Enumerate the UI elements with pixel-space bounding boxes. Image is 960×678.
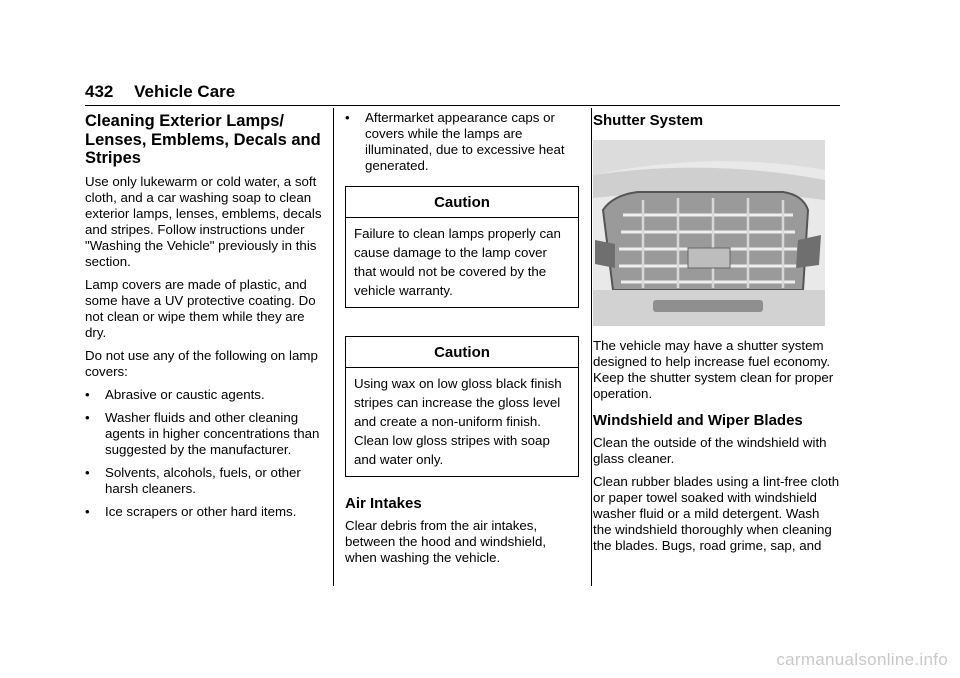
section-title: Vehicle Care — [134, 82, 236, 101]
bullet-icon: • — [345, 110, 350, 125]
caution-text: Failure to clean lamps properly can cause damage to the lamp cover that would not be covered by the vehicle warranty. — [354, 226, 561, 298]
list-item: • Aftermarket appearance caps or covers while the lamps are illuminated, due to excessive heat generated. — [345, 110, 565, 173]
paragraph: Do not use any of the following on lamp covers: — [85, 347, 318, 379]
caution-box — [345, 186, 579, 308]
heading-cleaning-lamps: Cleaning Exterior Lamps/ Lenses, Emblems, Decals and Stripes — [85, 112, 321, 167]
bullet-icon: • — [85, 503, 90, 519]
paragraph: Lamp covers are made of plastic, and some have a UV protective coating. Do not clean or wipe them while they are dry. — [85, 276, 316, 340]
page-number: 432 — [85, 82, 114, 101]
paragraph: Clean the outside of the windshield with glass cleaner. — [593, 435, 827, 466]
paragraph: Clear debris from the air intakes, between the hood and windshield, when washing the vehicle. — [345, 518, 547, 565]
bullet-icon: • — [85, 464, 90, 480]
column-divider — [333, 108, 334, 586]
heading-air-intakes: Air Intakes — [345, 495, 422, 512]
caution-text: Using wax on low gloss black finish stripes can increase the gloss level and create a non-uniform finish. Clean low gloss stripes with soap and water only. — [354, 376, 562, 467]
caution-title: Caution — [346, 337, 578, 368]
paragraph: Use only lukewarm or cold water, a soft cloth, and a car washing soap to clean exterior lamps, lenses, emblems, decals and stripes. Follow instructions under "Washing the Vehicle" previously in this section. — [85, 173, 322, 269]
column-right — [593, 112, 840, 561]
list-item: • Washer fluids and other cleaning agents in higher concentrations than suggested by the manufacturer. — [85, 409, 320, 457]
grille-photo — [593, 140, 825, 326]
bullet-icon: • — [85, 386, 90, 402]
paragraph: The vehicle may have a shutter system designed to help increase fuel economy. Keep the shutter system clean for proper operation. — [593, 338, 834, 401]
bullet-icon: • — [85, 409, 90, 425]
list-item: • Ice scrapers or other hard items. — [85, 503, 297, 519]
heading-shutter-system: Shutter System — [593, 112, 704, 129]
column-divider — [591, 108, 592, 586]
caution-box — [345, 336, 579, 477]
heading-windshield-wipers: Windshield and Wiper Blades — [593, 412, 803, 429]
list-item: • Solvents, alcohols, fuels, or other harsh cleaners. — [85, 464, 301, 496]
page-header — [85, 79, 840, 106]
column-left — [85, 112, 325, 527]
list-item: • Abrasive or caustic agents. — [85, 386, 265, 402]
caution-title: Caution — [346, 187, 578, 218]
column-middle — [345, 110, 579, 573]
watermark: carmanualsonline.info — [776, 650, 948, 669]
paragraph: Clean rubber blades using a lint-free cloth or paper towel soaked with windshield washer fluid or a mild detergent. Wash the windshield thoroughly when cleaning the blades. Bugs, road grime, sap, and — [593, 474, 840, 553]
